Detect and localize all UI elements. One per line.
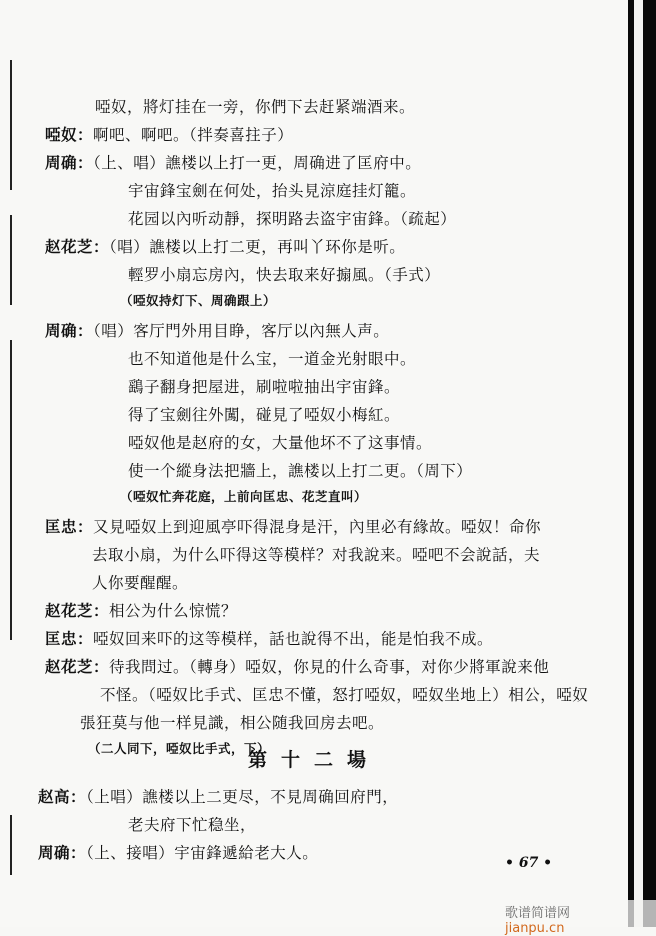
script-line <box>120 487 367 505</box>
line-text: 人你要醒醒。 <box>92 574 189 592</box>
line-text: 宇宙鋒宝劍在何处，抬头見涼庭挂灯籠。 <box>128 182 417 200</box>
script-line <box>38 841 318 863</box>
binding-mark <box>10 340 12 640</box>
stage-direction: （二人同下，啞奴比手式，下） <box>88 741 271 756</box>
page-edge-gap <box>634 0 643 927</box>
speaker-name: 周确： <box>45 153 94 172</box>
line-text: 去取小扇，为什么吓得这等模样？对我說来。啞吧不会說話，夫 <box>92 546 541 564</box>
line-text: 不怪。（啞奴比手式、匡忠不懂，怒打啞奴，啞奴坐地上）相公，啞奴 <box>100 686 589 704</box>
script-line <box>128 347 416 369</box>
line-text: （唱）譙楼以上打二更，再叫丫环你是听。 <box>109 238 406 256</box>
speaker-name: 匡忠： <box>45 629 94 648</box>
script-line <box>38 785 398 807</box>
line-text: 輕罗小扇忘房內，快去取来好搧風。（手式） <box>128 266 441 284</box>
page-edge-shadow <box>643 0 656 900</box>
script-line <box>95 95 415 117</box>
binding-mark <box>10 215 12 305</box>
line-text: 鷂子翻身把屋进，刷啦啦抽出宇宙鋒。 <box>128 378 401 396</box>
script-line <box>92 543 540 565</box>
script-line <box>128 179 416 201</box>
script-line <box>128 813 256 835</box>
line-text: （唱）客厅門外用目睁，客厅以內無人声。 <box>93 322 390 340</box>
speaker-name: 赵花芝： <box>45 601 110 620</box>
line-text: 相公为什么惊慌？ <box>109 602 238 620</box>
speaker-name: 赵花芝： <box>45 657 110 676</box>
line-text: （上、唱）譙楼以上打一更，周确进了匡府中。 <box>93 154 422 172</box>
line-text: 使一个縱身法把牆上，譙楼以上打二更。（周下） <box>128 462 473 480</box>
script-line <box>92 571 188 593</box>
line-text: 張狂莫与他一样見識，相公随我回房去吧。 <box>80 714 385 732</box>
binding-mark <box>10 60 12 190</box>
watermark-en: jianpu.cn <box>505 921 565 936</box>
script-line <box>128 431 432 453</box>
page-number: • 67 • <box>505 855 553 871</box>
line-text: 老夫府下忙稳坐， <box>128 816 257 834</box>
script-line <box>128 459 472 481</box>
watermark <box>505 902 628 936</box>
script-line <box>128 403 400 425</box>
speaker-name: 赵高： <box>38 787 87 806</box>
binding-mark <box>10 815 12 875</box>
script-line <box>45 627 493 649</box>
script-line <box>45 655 549 677</box>
watermark-cn: 歌谱简谱网 <box>505 906 571 921</box>
script-line <box>45 599 237 621</box>
stage-direction: （啞奴忙奔花庭，上前向匡忠、花芝直叫） <box>120 489 368 504</box>
page-edge-bottom <box>643 900 656 927</box>
script-line <box>128 263 440 285</box>
script-line <box>100 683 588 705</box>
line-text: 也不知道他是什么宝，一道金光射眼中。 <box>128 350 417 368</box>
stage-direction: （啞奴持灯下、周确跟上） <box>120 293 277 308</box>
line-text: 得了宝劍往外闖，碰見了啞奴小梅紅。 <box>128 406 401 424</box>
line-text: 啞奴，將灯挂在一旁，你們下去赶紧端酒来。 <box>95 98 416 116</box>
line-text: （上、接唱）宇宙鋒遞給老大人。 <box>86 844 319 862</box>
script-line <box>45 319 389 341</box>
line-text: （上唱）譙楼以上二更尽，不見周确回府門， <box>86 788 399 806</box>
script-line <box>45 151 421 173</box>
script-line <box>45 123 293 145</box>
script-line <box>128 375 400 397</box>
script-line <box>120 291 276 309</box>
speaker-name: 周确： <box>45 321 94 340</box>
script-line <box>128 207 456 229</box>
line-text: 啞奴他是赵府的女，大量他坏不了这事情。 <box>128 434 433 452</box>
speaker-name: 匡忠： <box>45 517 94 536</box>
speaker-name: 啞奴： <box>45 125 94 144</box>
line-text: 又見啞奴上到迎風亭吓得混身是汗，內里必有緣故。啞奴！命你 <box>93 518 542 536</box>
page-edge-bottom <box>628 900 634 927</box>
script-line <box>80 711 384 733</box>
script-line <box>45 515 541 537</box>
speaker-name: 赵花芝： <box>45 237 110 256</box>
line-text: 啊吧、啊吧。（拌奏喜拄子） <box>93 126 294 144</box>
line-text: 待我問过。（轉身）啞奴，你見的什么奇事，对你少將軍說来他 <box>109 658 550 676</box>
line-text: 啞奴回来吓的这等模样，話也說得不出，能是怕我不成。 <box>93 630 494 648</box>
line-text: 花园以內听动靜，探明路去盗宇宙鋒。（疏起） <box>128 210 457 228</box>
scene-title: 第十二場 <box>247 749 380 771</box>
speaker-name: 周确： <box>38 843 87 862</box>
script-line <box>45 235 405 257</box>
